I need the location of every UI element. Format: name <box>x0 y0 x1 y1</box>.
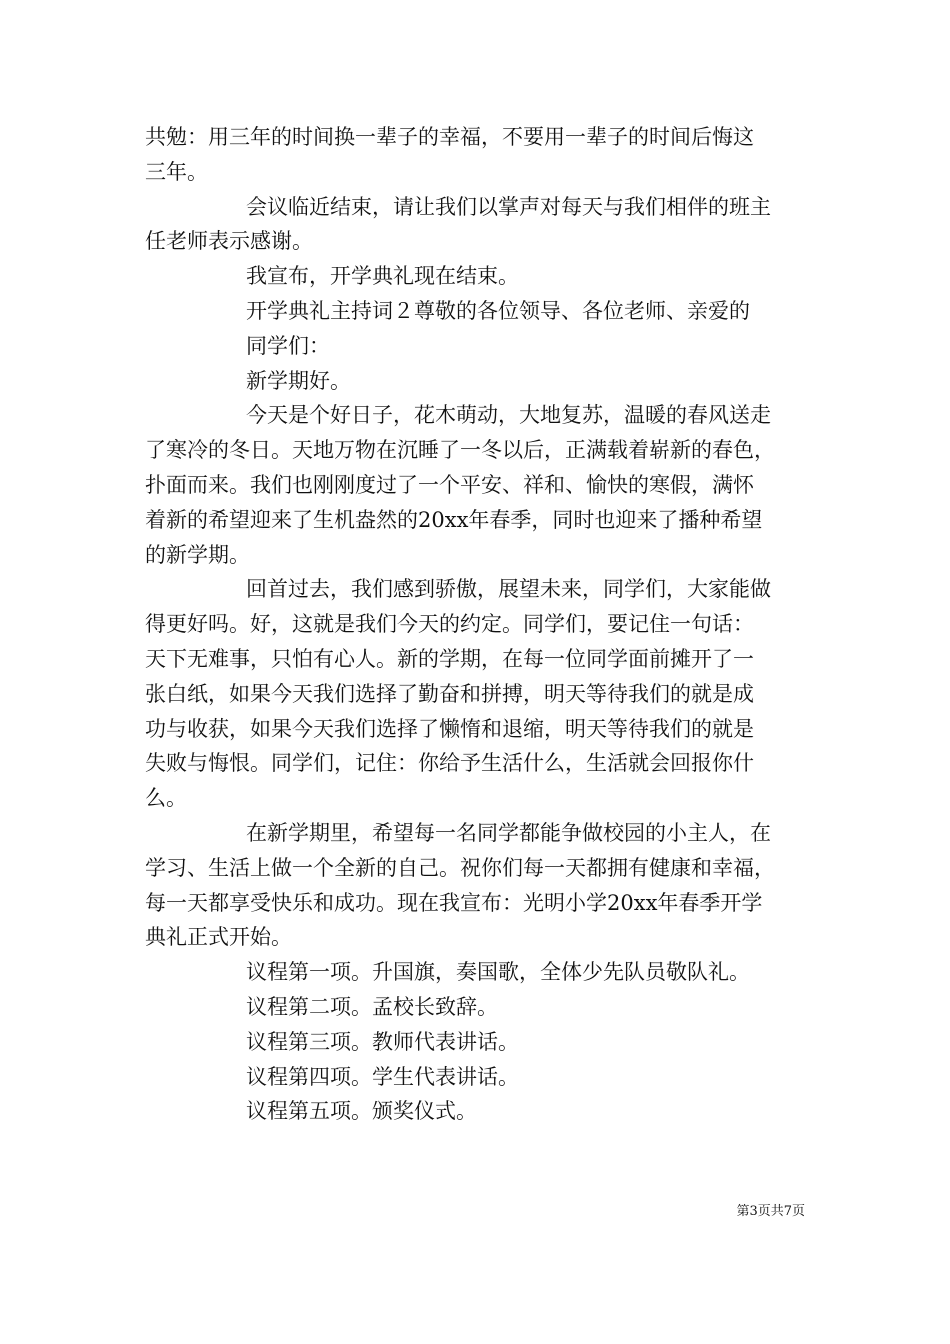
text-line: 扑面而来。我们也刚刚度过了一个平安、祥和、愉快的寒假，满怀 <box>145 472 754 497</box>
text-line: 同学们： <box>246 333 330 358</box>
document-body <box>145 120 810 1129</box>
text-line: 得更好吗。好，这就是我们今天的约定。同学们，要记住一句话： <box>145 612 754 637</box>
text-line: 共勉：用三年的时间换一辈子的幸福，不要用一辈子的时间后悔这 <box>145 125 754 149</box>
text-line: 议程第一项。升国旗，奏国歌，全体少先队员敬队礼。 <box>246 960 750 985</box>
text-line: 在新学期里，希望每一名同学都能争做校园的小主人，在 <box>246 820 771 845</box>
text-line: 会议临近结束，请让我们以掌声对每天与我们相伴的班主 <box>246 194 771 219</box>
text-line: 开学典礼主持词２尊敬的各位领导、各位老师、亲爱的 <box>246 298 750 323</box>
text-line: 我宣布，开学典礼现在结束。 <box>246 264 519 289</box>
text-line: 回首过去，我们感到骄傲，展望未来，同学们，大家能做 <box>246 577 771 602</box>
text-line: 新学期好。 <box>246 368 351 393</box>
text-line: 学习、生活上做一个全新的自己。祝你们每一天都拥有健康和幸福， <box>145 855 775 880</box>
text-line: 每一天都享受快乐和成功。现在我宣布：光明小学20xx年春季开学 <box>145 890 763 915</box>
text-line: 议程第三项。教师代表讲话。 <box>246 1029 519 1054</box>
text-line: 任老师表示感谢。 <box>145 229 313 254</box>
text-line: 议程第四项。学生代表讲话。 <box>246 1064 519 1089</box>
page-number: 第3页共7页 <box>736 1204 805 1219</box>
text-line: 天下无难事，只怕有心人。新的学期，在每一位同学面前摊开了一 <box>145 646 754 671</box>
text-line: 功与收获，如果今天我们选择了懒惰和退缩，明天等待我们的就是 <box>145 716 754 741</box>
text-line: 三年。 <box>145 159 208 184</box>
text-line: 议程第五项。颁奖仪式。 <box>246 1099 477 1124</box>
text-line: 失败与悔恨。同学们，记住：你给予生活什么，生活就会回报你什 <box>145 751 754 776</box>
text-line: 今天是个好日子，花木萌动，大地复苏，温暖的春风送走 <box>246 403 771 428</box>
text-line: 么。 <box>145 786 187 811</box>
text-line: 议程第二项。孟校长致辞。 <box>246 994 498 1019</box>
text-line: 的新学期。 <box>145 542 250 567</box>
text-line: 典礼正式开始。 <box>145 925 292 950</box>
text-line: 张白纸，如果今天我们选择了勤奋和拼搏，明天等待我们的就是成 <box>145 681 754 706</box>
text-line: 着新的希望迎来了生机盎然的20xx年春季，同时也迎来了播种希望 <box>145 507 763 532</box>
text-line: 了寒冷的冬日。天地万物在沉睡了一冬以后，正满载着崭新的春色， <box>145 438 775 463</box>
